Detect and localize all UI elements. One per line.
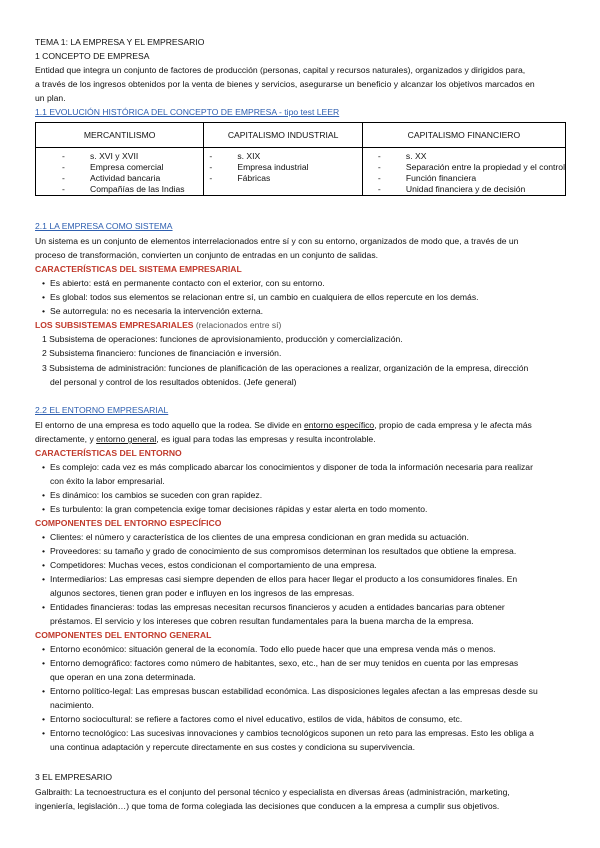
subsystems-heading: LOS SUBSISTEMAS EMPRESARIALES (relacionados entre sí) — [35, 320, 282, 330]
list-item-continuation: del personal y control de los resultados obtenidos. (Jefe general) — [50, 377, 297, 387]
list-item-continuation: que operan en una zona determinada. — [50, 672, 196, 682]
paragraph-line: El entorno de una empresa es todo aquello que la rodea. Se divide en entorno específico, propio de cada empresa y le afecta más — [35, 420, 532, 430]
list-item: • Entorno político-legal: Las empresas buscan estabilidad económica. Las disposiciones legales afectan a las empresas desde su — [42, 686, 538, 696]
paragraph-line: proceso de transformación, convierten un conjunto de entradas en un conjunto de salidas. — [35, 250, 379, 260]
list-item: - Empresa industrial — [209, 162, 309, 172]
list-item: - Compañías de las Indias — [62, 184, 185, 194]
paragraph-line: Entidad que integra un conjunto de factores de producción (personas, capital y recursos naturales), organizados y dirigidos para, — [35, 65, 526, 75]
table-cell — [362, 148, 565, 196]
list-item: • Entorno sociocultural: se refiere a factores como el nivel educativo, estilos de vida, hábitos de consumo, etc. — [42, 714, 463, 724]
general-components-heading: COMPONENTES DEL ENTORNO GENERAL — [35, 630, 212, 640]
section-3-heading: 3 EL EMPRESARIO — [35, 772, 113, 782]
list-item: • Entidades financieras: todas las empresas necesitan recursos financieros y acuden a entidades bancarias para obtener — [42, 602, 505, 612]
list-item: 1 Subsistema de operaciones: funciones de aprovisionamiento, producción y comercialización. — [42, 334, 403, 344]
paragraph-line: ingeniería, legislación…) que toma de forma colegiada las decisiones que conducen a la empresa a cumplir sus objetivos. — [35, 801, 500, 811]
list-item: • Se autorregula: no es necesaria la intervención externa. — [42, 306, 264, 316]
section-2-1-heading: 2.1 LA EMPRESA COMO SISTEMA — [35, 221, 173, 231]
column-header: CAPITALISMO INDUSTRIAL — [204, 123, 363, 148]
list-item: - s. XX — [377, 151, 427, 161]
list-item: • Es abierto: está en permanente contacto con el exterior, con su entorno. — [42, 278, 325, 288]
column-header: MERCANTILISMO — [36, 123, 204, 148]
list-item: 3 Subsistema de administración: funciones de planificación de las operaciones a realizar, organización de la empresa, dirección — [42, 363, 529, 373]
list-item: - s. XVI y XVII — [62, 151, 139, 161]
section-2-2-heading: 2.2 EL ENTORNO EMPRESARIAL — [35, 405, 169, 415]
list-item: - Función financiera — [377, 173, 477, 183]
list-item: 2 Subsistema financiero: funciones de financiación e inversión. — [42, 348, 282, 358]
list-item: • Entorno tecnológico: Las sucesivas innovaciones y cambios tecnológicos suponen un reto para las empresas. Esto les obliga a — [42, 728, 534, 738]
history-table — [35, 122, 566, 196]
list-item: • Es dinámico: los cambios se suceden con gran rapidez. — [42, 490, 263, 500]
document-title: TEMA 1: LA EMPRESA Y EL EMPRESARIO — [35, 37, 205, 47]
list-item-continuation: con éxito la labor empresarial. — [50, 476, 165, 486]
list-item: • Entorno económico: situación general de la economía. Todo ello puede hacer que una empresa venda más o menos. — [42, 644, 496, 654]
list-item: • Es complejo: cada vez es más complicado abarcar los conocimientos y disponer de toda la información necesaria para realizar — [42, 462, 533, 472]
list-item: • Es turbulento: la gran competencia exige tomar decisiones rápidas y estar alerta en todo momento. — [42, 504, 428, 514]
list-item: • Clientes: el número y característica de los clientes de una empresa condicionan en gran medida su actuación. — [42, 532, 469, 542]
characteristics-heading: CARACTERÍSTICAS DEL ENTORNO — [35, 448, 182, 458]
list-item: - Fábricas — [209, 173, 271, 183]
paragraph-line: Galbraith: La tecnoestructura es el conjunto del personal técnico y especialista en diversas áreas (administración, marketing, — [35, 787, 510, 797]
column-header: CAPITALISMO FINANCIERO — [362, 123, 565, 148]
paragraph-line: directamente, y entorno general, es igual para todas las empresas y resulta incontrolable. — [35, 434, 376, 444]
paragraph-line: un plan. — [35, 93, 66, 103]
characteristics-heading: CARACTERÍSTICAS DEL SISTEMA EMPRESARIAL — [35, 264, 242, 274]
list-item: - Actividad bancaria — [62, 173, 161, 183]
paragraph-line: a través de los ingresos obtenidos por la venta de bienes y servicios, asegurarse un beneficio y alcanzar los objetivos marcados en — [35, 79, 535, 89]
list-item: • Es global: todos sus elementos se relacionan entre sí, un cambio en cualquiera de ellos repercute en los demás. — [42, 292, 479, 302]
section-1-heading: 1 CONCEPTO DE EMPRESA — [35, 51, 150, 61]
paragraph-line: Un sistema es un conjunto de elementos interrelacionados entre sí y con su entorno, organizados de modo que, a través de un — [35, 236, 519, 246]
list-item-continuation: una continua adaptación y repercute directamente en sus costes y condiciona su supervivencia. — [50, 742, 415, 752]
list-item: • Intermediarios: Las empresas casi siempre dependen de ellos para hacer llegar el producto a los consumidores finales. En — [42, 574, 518, 584]
list-item: • Entorno demográfico: factores como número de habitantes, sexo, etc., han de ser muy tenidos en cuenta por las empresas — [42, 658, 519, 668]
list-item: - Empresa comercial — [62, 162, 164, 172]
section-1-1-heading: 1.1 EVOLUCIÓN HISTÓRICA DEL CONCEPTO DE EMPRESA - tipo test LEER — [35, 107, 340, 117]
list-item: • Competidores: Muchas veces, estos condicionan el comportamiento de una empresa. — [42, 560, 377, 570]
list-item-continuation: algunos sectores, tienen gran poder e influyen en los ingresos de las empresas. — [50, 588, 355, 598]
list-item-continuation: préstamos. El servicio y los intereses que cobren resultan fundamentales para la buena marcha de la empresa. — [50, 616, 474, 626]
list-item-continuation: nacimiento. — [50, 700, 94, 710]
list-item: - s. XIX — [209, 151, 261, 161]
list-item: - Separación entre la propiedad y el control — [377, 162, 565, 172]
list-item: - Unidad financiera y de decisión — [377, 184, 526, 194]
list-item: • Proveedores: su tamaño y grado de conocimiento de sus compromisos determinan los resultados que obtiene la empresa. — [42, 546, 517, 556]
table-cell — [204, 148, 363, 196]
specific-components-heading: COMPONENTES DEL ENTORNO ESPECÍFICO — [35, 518, 222, 528]
table-cell — [36, 148, 204, 196]
